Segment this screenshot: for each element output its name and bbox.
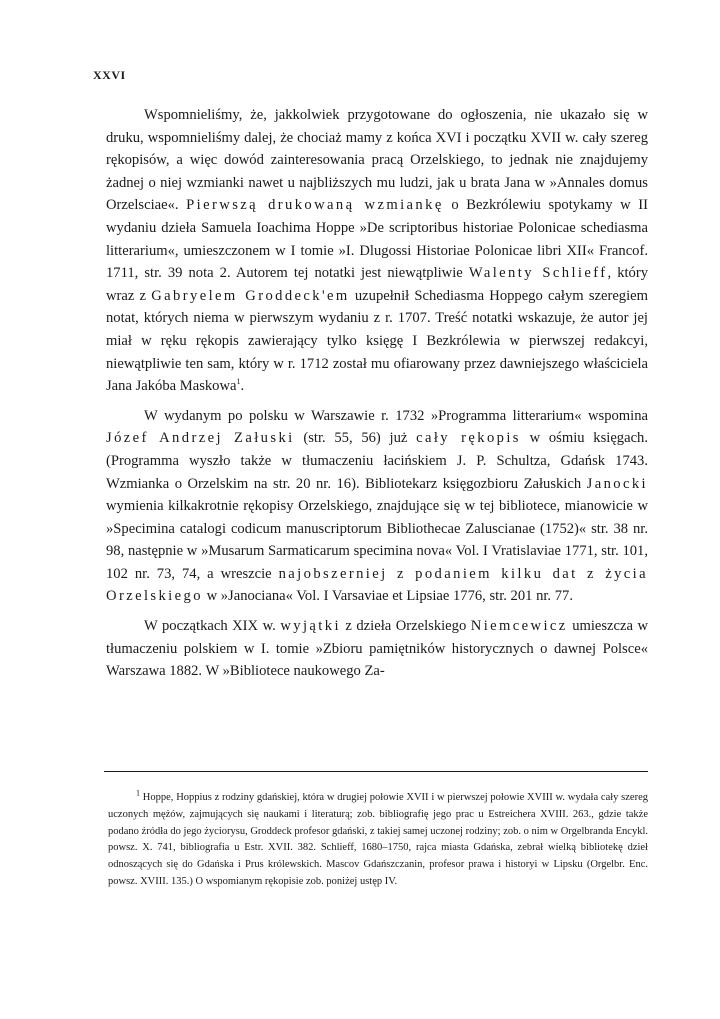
- footnote-reference: 1: [236, 377, 241, 387]
- spaced-text-segment: Gabryelem Groddeck'em: [151, 287, 350, 304]
- spaced-text-segment: cały rękopis: [416, 430, 521, 447]
- spaced-text-segment: wyjątki: [280, 618, 341, 635]
- footnote: [108, 790, 648, 891]
- text-segment: (str. 55, 56) już: [294, 430, 417, 447]
- spaced-text-segment: Walenty Schlieff: [468, 265, 608, 282]
- paragraph: [106, 615, 648, 683]
- paragraph: [106, 104, 648, 398]
- text-segment: W początkach XIX w.: [144, 618, 281, 635]
- footnote-marker: 1: [136, 788, 140, 798]
- text-segment: o Bezkrólewiu spotykamy w II wydaniu dzieła Samuela Ioachima Hoppe »De scriptoribus historiae Polonicae schediasma litterarium«, umieszczonem w I tomie »I. Dlugossi Historiae Polonicae libri XII« Francof. 1711, str. 39 nota 2. Autorem tej notatki jest niewątpliwie: [106, 197, 648, 282]
- text-segment: w »Janociana« Vol. I Varsaviae et Lipsiae 1776, str. 201 nr. 77.: [202, 588, 573, 605]
- spaced-text-segment: Niemcewicz: [470, 618, 568, 635]
- text-segment: uzupełnił Schediasma Hoppego całym szeregiem notat, których niema w pierwszym wydaniu z r. 1707. Treść notatki wskazuje, że autor jej miał w ręku rękopis zawierający tylko księgę I Bezkrólewia w pierwszej redakcyi, niewątpliwie ten sam, który w r. 1712 został mu ofiarowany przez dawniejszego właściciela Jana Jakóba Maskowa: [106, 287, 648, 395]
- paragraph: [106, 405, 648, 608]
- spaced-text-segment: najobszerniej z podaniem kilku dat z życia Orzelskiego: [106, 565, 648, 605]
- text-segment: w ośmiu księgach. (Programma wyszło także w tłumaczeniu łacińskiem J. P. Schultza, Gdańsk 1743. Wzmianka o Orzelskim na str. 20 nr. 16). Bibliotekarz księgozbioru Załuskich: [106, 430, 648, 492]
- text-segment: .: [240, 378, 245, 395]
- footnote-text: Hoppe, Hoppius z rodziny gdańskiej, która w drugiej połowie XVII i w pierwszej połowie XVIII w. wydała cały szereg uczonych mężów, zajmujących się naukami i literaturą; zob. bibliografię jego prac u Estreichera XVIII. 263., gdzie także podano źródła do jego życiorysu, Groddeck profesor gdański, z takiej samej uczonej rodziny; zob. o nim w Orgelbranda Encykl. powsz. X. 741, bibliografia u Estr. XVII. 382. Schlieff, 1680–1750, rajca miasta Gdańska, zebrał wielką bibliotekę dzieł odnoszących się do Gdańska i Prus królewskich. Mascov Gdańszczanin, profesor prawa i historyi w Lipsku (Orgelbr. Enc. powsz. XVIII. 135.) O wspomianym rękopisie zob. poniżej ustęp IV.: [108, 792, 648, 887]
- text-segment: , który wraz z: [106, 265, 648, 304]
- text-segment: umieszcza w tłumaczeniu polskiem w I. tomie »Zbioru pamiętników historycznych o dawnej Polsce« Warszawa 1882. W »Bibliotece naukowego Za-: [106, 618, 648, 680]
- text-segment: Wspomnieliśmy, że, jakkolwiek przygotowane do ogłoszenia, nie ukazało się w druku, wspomnieliśmy dalej, że chociaż mamy z końca XVI i początku XVII w. cały szereg rękopisów, a więc dowód zainteresowania pracą Orzelskiego, to jednak nie znajdujemy żadnej o niej wzmianki nawet u najbliższych mu ludzi, jak u brata Jana w »Annales domus Orzelsciae«.: [106, 107, 648, 214]
- body-text: [106, 104, 648, 690]
- page-number: XXVI: [93, 68, 126, 82]
- text-segment: z dzieła Orzelskiego: [340, 618, 471, 635]
- spaced-text-segment: Józef Andrzej Załuski: [106, 430, 295, 447]
- spaced-text-segment: Pierwszą drukowaną wzmiankę: [186, 197, 444, 214]
- text-segment: W wydanym po polsku w Warszawie r. 1732 »Programma litterarium« wspomina: [144, 407, 648, 424]
- spaced-text-segment: Janocki: [586, 475, 648, 492]
- text-segment: wymienia kilkakrotnie rękopisy Orzelskiego, znajdujące się w tej bibliotece, mianowicie w »Specimina catalogi codicum manuscriptorum Bibliothecae Zaluscianae (1752)« str. 38 nr. 98, następnie w »Musarum Sarmaticarum specimina nova« Vol. I Vratislaviae 1771, str. 101, 102 nr. 73, 74, a wreszcie: [106, 498, 648, 582]
- footnote-divider: [104, 771, 648, 772]
